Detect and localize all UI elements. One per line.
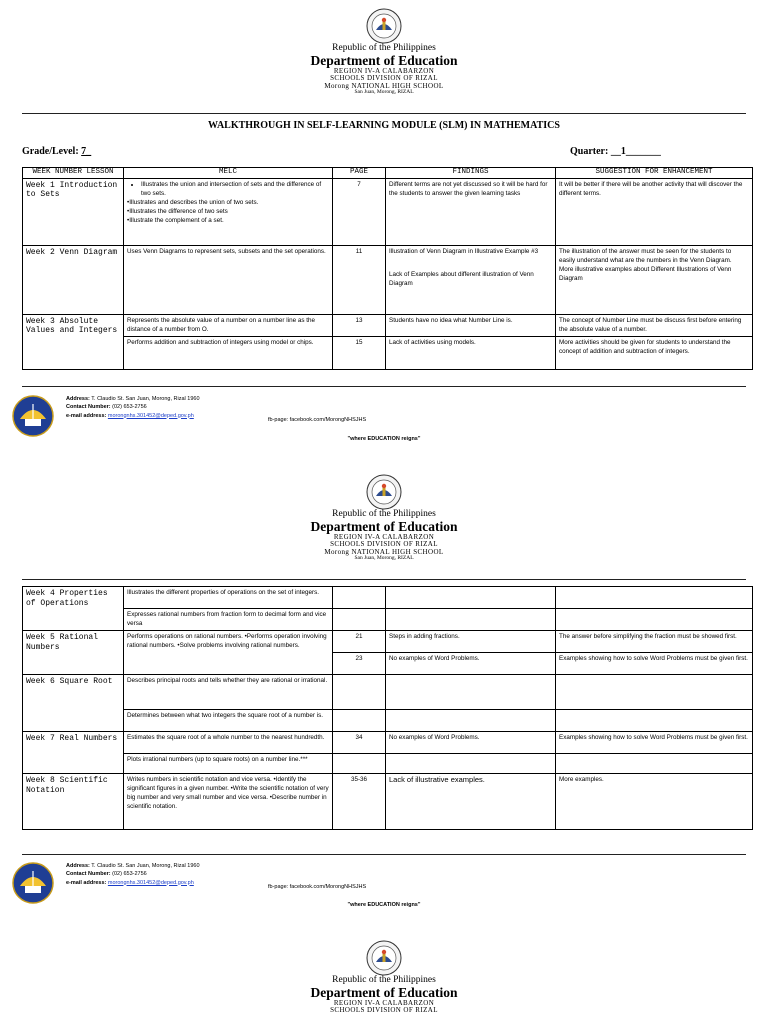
republic-text: Republic of the Philippines bbox=[332, 43, 436, 53]
address-text: T. Claudio St. San Juan, Morong, Rizal 1960 bbox=[91, 396, 200, 402]
deped-seal-icon bbox=[366, 474, 402, 510]
findings-cell bbox=[386, 754, 556, 774]
week-lesson-cell: Week 5 Rational Numbers bbox=[23, 631, 124, 675]
melc-cell: Illustrates the different properties of operations on the set of integers. bbox=[124, 587, 333, 609]
suggestion-cell: The concept of Number Line must be discuss first before entering the absolute value of a number. bbox=[556, 314, 753, 336]
suggestion-cell bbox=[556, 754, 753, 774]
address-label: Address: bbox=[66, 396, 90, 402]
republic-text: Republic of the Philippines bbox=[332, 975, 436, 985]
division-text: SCHOOLS DIVISION OF RIZAL bbox=[330, 1006, 438, 1015]
melc-cell: Writes numbers in scientific notation and vice versa. •Identify the significant figures in a given number. •Write the scientific notation of very big number and very small number and vice versa. •Describe number in scientific notation. bbox=[124, 774, 333, 830]
grade-value: 7_ bbox=[81, 146, 92, 157]
republic-text: Republic of the Philippines bbox=[332, 509, 436, 519]
week-lesson-cell: Week 2 Venn Diagram bbox=[23, 245, 124, 314]
footer-contact bbox=[66, 862, 200, 887]
page-cell bbox=[333, 710, 386, 732]
contact-text: (02) 653-2756 bbox=[112, 404, 147, 411]
table-header-row bbox=[23, 168, 753, 179]
melc-cell: Determines between what two integers the square root of a number is. bbox=[124, 710, 333, 732]
suggestion-cell: More activities should be given for students to understand the concept of addition and subtraction of integers. bbox=[556, 336, 753, 369]
suggestion-cell bbox=[556, 587, 753, 609]
week-lesson-cell: Week 7 Real Numbers bbox=[23, 732, 124, 774]
melc-cell: Expresses rational numbers from fraction form to decimal form and vice versa bbox=[124, 609, 333, 631]
page-cell bbox=[333, 675, 386, 710]
melc-cell: Represents the absolute value of a number on a number line as the distance of a number from O. bbox=[124, 314, 333, 336]
contact-label: Contact Number: bbox=[66, 871, 111, 878]
deped-seal-icon bbox=[366, 940, 402, 976]
email-link[interactable]: morongnhs.301452@deped.gov.ph bbox=[107, 412, 194, 419]
grade-level bbox=[22, 146, 91, 157]
location-text: San Juan, Morong, RIZAL bbox=[354, 555, 414, 562]
melc-item: • Illustrates the union and intersection of sets and the difference of two sets. bbox=[141, 180, 329, 198]
suggestion-cell: It will be better if there will be another activity that will discover the different terms. bbox=[556, 178, 753, 245]
suggestion-cell bbox=[556, 245, 753, 314]
finding-item: Lack of Examples about different illustration of Venn Diagram bbox=[389, 271, 534, 288]
quarter bbox=[570, 146, 661, 157]
melc-cell: Plots irrational numbers (up to square roots) on a number line.*** bbox=[124, 754, 333, 774]
grade-label: Grade/Level: bbox=[22, 146, 79, 157]
table-row bbox=[23, 245, 753, 314]
quarter-value: __1_______ bbox=[610, 146, 661, 157]
melc-item: •Illustrates and describes the union of two sets. bbox=[127, 199, 259, 207]
suggestion-cell bbox=[556, 609, 753, 631]
melc-cell: Describes principal roots and tells whether they are rational or irrational. bbox=[124, 675, 333, 710]
footer-divider bbox=[22, 386, 746, 387]
department-text: Department of Education bbox=[310, 518, 458, 534]
week-lesson-cell: Week 6 Square Root bbox=[23, 675, 124, 732]
walkthrough-table-1 bbox=[22, 167, 753, 370]
letterhead-1 bbox=[0, 8, 768, 96]
col-suggestion: SUGGESTION FOR ENHANCEMENT bbox=[556, 168, 753, 179]
contact-label: Contact Number: bbox=[66, 404, 111, 411]
table-row bbox=[23, 336, 753, 369]
suggestion-cell bbox=[556, 675, 753, 710]
melc-item: •Illustrate the complement of a set. bbox=[127, 217, 224, 225]
school-logo-icon bbox=[12, 395, 54, 437]
col-page: PAGE bbox=[333, 168, 386, 179]
email-label: e-mail address: bbox=[66, 412, 107, 419]
table-row bbox=[23, 631, 753, 653]
table-row bbox=[23, 587, 753, 609]
page-cell: 21 bbox=[333, 631, 386, 653]
deped-seal-icon bbox=[366, 8, 402, 44]
slogan-text: "where EDUCATION reigns" bbox=[347, 436, 421, 442]
page-cell: 11 bbox=[333, 245, 386, 314]
header-divider bbox=[22, 579, 746, 580]
suggestion-cell: Examples showing how to solve Word Problems must be given first. bbox=[556, 732, 753, 754]
region-text: REGION IV-A CALABARZON bbox=[333, 67, 435, 76]
school-text: Morong NATIONAL HIGH SCHOOL bbox=[324, 81, 444, 90]
table-row bbox=[23, 178, 753, 245]
melc-cell: Performs addition and subtraction of integers using model or chips. bbox=[124, 336, 333, 369]
quarter-label: Quarter: bbox=[570, 146, 609, 157]
findings-cell: Lack of activities using models. bbox=[386, 336, 556, 369]
suggestion-item: More illustrative examples about Different Illustrations of Venn Diagram bbox=[559, 266, 732, 283]
findings-cell bbox=[386, 675, 556, 710]
address-label: Address: bbox=[66, 863, 90, 869]
melc-cell: Estimates the square root of a whole number to the nearest hundredth. bbox=[124, 732, 333, 754]
week-lesson-cell: Week 1 Introduction to Sets bbox=[23, 178, 124, 245]
table-row bbox=[23, 675, 753, 710]
division-text: SCHOOLS DIVISION OF RIZAL bbox=[330, 540, 438, 549]
suggestion-cell bbox=[556, 710, 753, 732]
page-cell: 34 bbox=[333, 732, 386, 754]
col-melc: MELC bbox=[124, 168, 333, 179]
week-lesson-cell: Week 4 Properties of Operations bbox=[23, 587, 124, 631]
findings-cell: Steps in adding fractions. bbox=[386, 631, 556, 653]
fb-page-text: fb-page: facebook.com/MorongNHSJHS bbox=[268, 417, 367, 423]
table-row bbox=[23, 710, 753, 732]
week-lesson-cell: Week 3 Absolute Values and Integers bbox=[23, 314, 124, 369]
page-cell: 23 bbox=[333, 653, 386, 675]
school-logo-icon bbox=[12, 862, 54, 904]
footer-2 bbox=[0, 858, 768, 918]
page-cell bbox=[333, 609, 386, 631]
findings-cell: Lack of illustrative examples. bbox=[386, 774, 556, 830]
page-cell: 7 bbox=[333, 178, 386, 245]
footer-1 bbox=[0, 391, 768, 451]
division-text: SCHOOLS DIVISION OF RIZAL bbox=[330, 74, 438, 83]
footer-divider bbox=[22, 854, 746, 855]
page-cell: 35-36 bbox=[333, 774, 386, 830]
findings-cell: No examples of Word Problems. bbox=[386, 653, 556, 675]
melc-cell: Performs operations on rational numbers. •Performs operation involving rational numbers. •Solve problems involving rational numbers. bbox=[124, 631, 333, 675]
table-row bbox=[23, 754, 753, 774]
region-text: REGION IV-A CALABARZON bbox=[333, 999, 435, 1008]
fb-page-text: fb-page: facebook.com/MorongNHSJHS bbox=[268, 884, 367, 890]
page-cell: 15 bbox=[333, 336, 386, 369]
table-row bbox=[23, 732, 753, 754]
finding-item: Illustration of Venn Diagram in Illustrative Example #3 bbox=[389, 247, 539, 255]
header-divider bbox=[22, 113, 746, 114]
melc-cell: Uses Venn Diagrams to represent sets, subsets and the set operations. bbox=[124, 245, 333, 314]
suggestion-cell: More examples. bbox=[556, 774, 753, 830]
suggestion-cell: Examples showing how to solve Word Problems must be given first. bbox=[556, 653, 753, 675]
findings-cell bbox=[386, 609, 556, 631]
letterhead-2 bbox=[0, 474, 768, 562]
page-cell bbox=[333, 587, 386, 609]
suggestion-item: The illustration of the answer must be seen for the students to easily understand what are the numbers in the Venn Diagram. bbox=[559, 247, 732, 264]
findings-cell: Students have no idea what Number Line is. bbox=[386, 314, 556, 336]
page-title: WALKTHROUGH IN SELF-LEARNING MODULE (SLM) IN MATHEMATICS bbox=[208, 120, 560, 131]
table-row bbox=[23, 774, 753, 830]
location-text: San Juan, Morong, RIZAL bbox=[354, 89, 414, 96]
findings-cell bbox=[386, 245, 556, 314]
letterhead-3 bbox=[0, 940, 768, 1015]
region-text: REGION IV-A CALABARZON bbox=[333, 533, 435, 542]
findings-cell bbox=[386, 587, 556, 609]
findings-cell: No examples of Word Problems. bbox=[386, 732, 556, 754]
findings-cell: Different terms are not yet discussed so it will be hard for the students to answer the given learning tasks bbox=[386, 178, 556, 245]
address-text: T. Claudio St. San Juan, Morong, Rizal 1960 bbox=[91, 863, 200, 869]
page-cell bbox=[333, 754, 386, 774]
slogan-text: "where EDUCATION reigns" bbox=[347, 902, 421, 908]
findings-cell bbox=[386, 710, 556, 732]
week-lesson-cell: Week 8 Scientific Notation bbox=[23, 774, 124, 830]
melc-item: •Illustrates the difference of two sets bbox=[127, 208, 228, 216]
table-row bbox=[23, 609, 753, 631]
col-week-lesson: WEEK NUMBER LESSON bbox=[23, 168, 124, 179]
email-label: e-mail address: bbox=[66, 879, 107, 886]
department-text: Department of Education bbox=[310, 984, 458, 1000]
page-cell: 13 bbox=[333, 314, 386, 336]
contact-text: (02) 653-2756 bbox=[112, 871, 147, 878]
email-link[interactable]: morongnhs.301452@deped.gov.ph bbox=[107, 879, 194, 886]
suggestion-cell: The answer before simplifying the fraction must be showed first. bbox=[556, 631, 753, 653]
table-row bbox=[23, 314, 753, 336]
melc-cell bbox=[124, 178, 333, 245]
school-text: Morong NATIONAL HIGH SCHOOL bbox=[324, 547, 444, 556]
footer-contact bbox=[66, 395, 200, 420]
col-findings: FINDINGS bbox=[386, 168, 556, 179]
walkthrough-table-2 bbox=[22, 586, 753, 830]
department-text: Department of Education bbox=[310, 52, 458, 68]
